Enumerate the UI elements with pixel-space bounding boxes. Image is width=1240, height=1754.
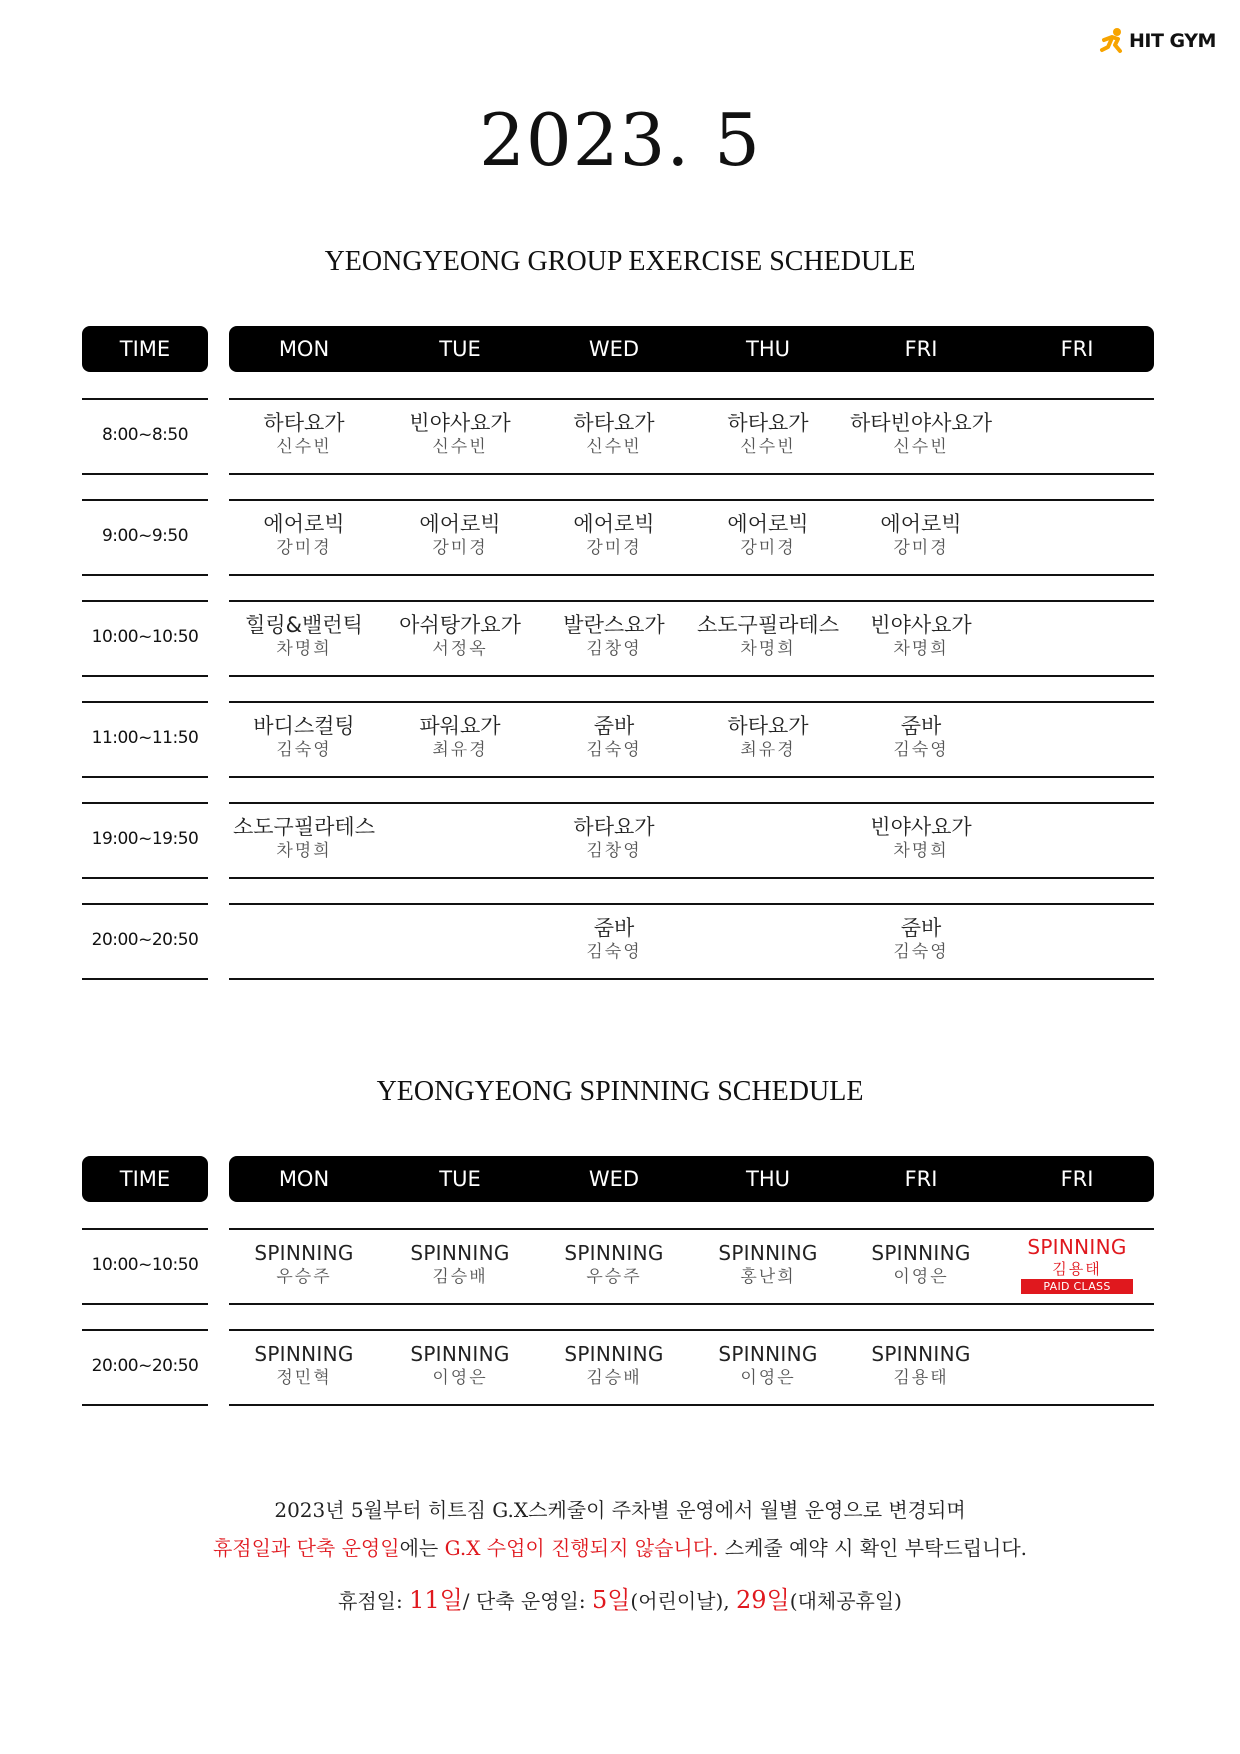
instructor-name: 서정옥 xyxy=(432,639,488,659)
row-divider xyxy=(229,398,1154,400)
header-days-bar xyxy=(229,326,1154,372)
row-divider xyxy=(229,1404,1154,1406)
time-slot: 10:00~10:50 xyxy=(91,626,199,647)
class-cell xyxy=(831,511,1011,559)
class-cell xyxy=(831,1240,1011,1288)
header-days-bar xyxy=(229,1156,1154,1202)
closed-day-label: 휴점일: xyxy=(338,1589,410,1613)
class-cell xyxy=(524,1341,704,1389)
instructor-name: 차명희 xyxy=(276,639,332,659)
class-name: 소도구필라테스 xyxy=(232,815,375,839)
header-time: TIME xyxy=(82,1156,208,1202)
instructor-name: 김숙영 xyxy=(893,942,949,962)
row-divider xyxy=(229,802,1154,804)
class-name: SPINNING xyxy=(564,1342,664,1366)
class-cell xyxy=(214,612,394,660)
time-divider xyxy=(82,877,208,879)
class-name: 하타요가 xyxy=(727,411,809,435)
header-day: TUE xyxy=(439,337,481,361)
instructor-name: 차명희 xyxy=(893,841,949,861)
header-day: FRI xyxy=(904,1167,938,1191)
class-name: 줌바 xyxy=(900,714,942,738)
class-cell xyxy=(524,410,704,458)
class-name: 파워요가 xyxy=(419,714,501,738)
hitgym-logo xyxy=(1098,24,1216,58)
time-divider xyxy=(82,1303,208,1305)
class-name: SPINNING xyxy=(1027,1235,1127,1259)
instructor-name: 김숙영 xyxy=(586,942,642,962)
class-name: SPINNING xyxy=(410,1241,510,1265)
time-divider xyxy=(82,701,208,703)
time-slot: 10:00~10:50 xyxy=(91,1254,199,1275)
time-divider xyxy=(82,903,208,905)
instructor-name: 신수빈 xyxy=(893,437,949,457)
time-divider xyxy=(82,473,208,475)
row-divider xyxy=(229,877,1154,879)
class-name: 바디스컬팅 xyxy=(253,714,355,738)
instructor-name: 강미경 xyxy=(740,538,796,558)
time-slot: 8:00~8:50 xyxy=(101,424,189,445)
time-divider xyxy=(82,499,208,501)
class-name: SPINNING xyxy=(718,1241,818,1265)
instructor-name: 신수빈 xyxy=(432,437,488,457)
class-cell xyxy=(370,1240,550,1288)
instructor-name: 우승주 xyxy=(276,1267,332,1287)
header-day: FRI xyxy=(1060,337,1094,361)
instructor-name: 김숙영 xyxy=(586,740,642,760)
instructor-name: 신수빈 xyxy=(276,437,332,457)
class-cell xyxy=(370,612,550,660)
instructor-name: 홍난희 xyxy=(740,1267,796,1287)
instructor-name: 강미경 xyxy=(276,538,332,558)
row-divider xyxy=(229,499,1154,501)
runner-icon xyxy=(1098,26,1128,56)
short-day-label: / 단축 운영일: xyxy=(462,1589,592,1613)
time-divider xyxy=(82,1228,208,1230)
row-divider xyxy=(229,600,1154,602)
instructor-name: 강미경 xyxy=(586,538,642,558)
instructor-name: 이영은 xyxy=(740,1368,796,1388)
short-day-note-2: (대체공휴일) xyxy=(789,1589,902,1613)
instructor-name: 이영은 xyxy=(893,1267,949,1287)
notice-line-3 xyxy=(0,1580,1240,1615)
class-cell xyxy=(370,410,550,458)
short-day-value-2: 29일 xyxy=(736,1586,790,1614)
row-divider xyxy=(229,1329,1154,1331)
class-name: 빈야사요가 xyxy=(409,411,511,435)
closed-day-value: 11일 xyxy=(409,1586,463,1614)
class-name: 빈야사요가 xyxy=(870,815,972,839)
row-divider xyxy=(229,978,1154,980)
class-name: SPINNING xyxy=(254,1342,354,1366)
instructor-name: 차명희 xyxy=(276,841,332,861)
header-day: FRI xyxy=(1060,1167,1094,1191)
page-title: 2023. 5 xyxy=(479,98,761,182)
row-divider xyxy=(229,1228,1154,1230)
short-day-note-1: (어린이날), xyxy=(630,1589,737,1613)
instructor-name: 김숙영 xyxy=(893,740,949,760)
instructor-name: 최유경 xyxy=(740,740,796,760)
class-name: 줌바 xyxy=(900,916,942,940)
time-slot: 9:00~9:50 xyxy=(101,525,189,546)
class-name: 힐링&밸런틱 xyxy=(245,613,363,637)
class-name: 발란스요가 xyxy=(563,613,665,637)
class-cell xyxy=(831,612,1011,660)
row-divider xyxy=(229,701,1154,703)
class-cell xyxy=(214,1341,394,1389)
time-slot: 19:00~19:50 xyxy=(91,828,199,849)
class-name: 하타요가 xyxy=(727,714,809,738)
class-cell xyxy=(214,410,394,458)
class-name: 줌바 xyxy=(593,714,635,738)
time-divider xyxy=(82,1329,208,1331)
row-divider xyxy=(229,776,1154,778)
instructor-name: 김숙영 xyxy=(276,740,332,760)
instructor-name: 강미경 xyxy=(893,538,949,558)
time-slot: 20:00~20:50 xyxy=(91,1355,199,1376)
class-name: 에어로빅 xyxy=(880,512,962,536)
notice-line-2 xyxy=(0,1532,1240,1561)
instructor-name: 김창영 xyxy=(586,841,642,861)
header-day: MON xyxy=(278,337,330,361)
class-name: 빈야사요가 xyxy=(870,613,972,637)
class-cell xyxy=(370,511,550,559)
class-name: 줌바 xyxy=(593,916,635,940)
notice-text: 에는 xyxy=(399,1536,445,1560)
header-day: MON xyxy=(278,1167,330,1191)
class-name: 하타빈야사요가 xyxy=(849,411,992,435)
notice-line-1: 2023년 5월부터 히트짐 G.X스케줄이 주차별 운영에서 월별 운영으로 변경되며 xyxy=(274,1498,966,1522)
class-cell xyxy=(370,1341,550,1389)
class-name: 에어로빅 xyxy=(263,512,345,536)
class-cell xyxy=(214,511,394,559)
instructor-name: 김용태 xyxy=(1052,1260,1102,1278)
instructor-name: 김용태 xyxy=(893,1368,949,1388)
instructor-name: 김승배 xyxy=(586,1368,642,1388)
header-day: THU xyxy=(746,337,790,361)
class-cell xyxy=(524,511,704,559)
row-divider xyxy=(229,1303,1154,1305)
logo-text: HIT GYM xyxy=(1129,30,1216,52)
header-day: THU xyxy=(746,1167,790,1191)
class-name: SPINNING xyxy=(254,1241,354,1265)
time-divider xyxy=(82,600,208,602)
class-cell xyxy=(214,814,394,862)
class-cell xyxy=(831,915,1011,963)
class-cell xyxy=(524,612,704,660)
instructor-name: 강미경 xyxy=(432,538,488,558)
class-name: 소도구필라테스 xyxy=(696,613,839,637)
row-divider xyxy=(229,473,1154,475)
instructor-name: 김창영 xyxy=(586,639,642,659)
class-cell xyxy=(214,1240,394,1288)
class-cell xyxy=(370,713,550,761)
class-cell xyxy=(524,814,704,862)
instructor-name: 최유경 xyxy=(432,740,488,760)
time-divider xyxy=(82,1404,208,1406)
instructor-name: 우승주 xyxy=(586,1267,642,1287)
header-day: TUE xyxy=(439,1167,481,1191)
class-name: SPINNING xyxy=(871,1342,971,1366)
instructor-name: 차명희 xyxy=(740,639,796,659)
class-name: SPINNING xyxy=(410,1342,510,1366)
spinning-schedule-title: YEONGYEONG SPINNING SCHEDULE xyxy=(376,1076,864,1107)
instructor-name: 김승배 xyxy=(432,1267,488,1287)
class-cell xyxy=(524,1240,704,1288)
notice-red-text-2: G.X 수업이 진행되지 않습니다. xyxy=(444,1536,719,1560)
class-name: 하타요가 xyxy=(573,815,655,839)
class-cell xyxy=(831,713,1011,761)
class-cell xyxy=(524,713,704,761)
time-divider xyxy=(82,398,208,400)
class-name: 에어로빅 xyxy=(573,512,655,536)
paid-class-badge: PAID CLASS xyxy=(1021,1279,1133,1294)
time-slot: 20:00~20:50 xyxy=(91,929,199,950)
class-name: SPINNING xyxy=(718,1342,818,1366)
time-slot: 11:00~11:50 xyxy=(91,727,199,748)
instructor-name: 차명희 xyxy=(893,639,949,659)
class-name: 에어로빅 xyxy=(419,512,501,536)
time-divider xyxy=(82,978,208,980)
short-day-value-1: 5일 xyxy=(591,1586,631,1614)
class-name: SPINNING xyxy=(871,1241,971,1265)
row-divider xyxy=(229,903,1154,905)
row-divider xyxy=(229,574,1154,576)
class-name: 하타요가 xyxy=(263,411,345,435)
class-cell xyxy=(214,713,394,761)
class-name: 아쉬탕가요가 xyxy=(399,613,521,637)
header-day: FRI xyxy=(904,337,938,361)
time-divider xyxy=(82,802,208,804)
time-divider xyxy=(82,776,208,778)
header-time: TIME xyxy=(82,326,208,372)
class-cell xyxy=(831,814,1011,862)
class-cell xyxy=(524,915,704,963)
notice-text: 스케줄 예약 시 확인 부탁드립니다. xyxy=(718,1536,1028,1560)
instructor-name: 신수빈 xyxy=(586,437,642,457)
class-name: 에어로빅 xyxy=(727,512,809,536)
instructor-name: 정민혁 xyxy=(276,1368,332,1388)
instructor-name: 이영은 xyxy=(432,1368,488,1388)
class-cell xyxy=(831,410,1011,458)
time-divider xyxy=(82,675,208,677)
gx-schedule-title: YEONGYEONG GROUP EXERCISE SCHEDULE xyxy=(324,246,916,277)
class-name: 하타요가 xyxy=(573,411,655,435)
class-cell xyxy=(831,1341,1011,1389)
paid-class-cell xyxy=(987,1234,1167,1294)
notice-red-text-1: 휴점일과 단축 운영일 xyxy=(212,1536,400,1560)
class-name: SPINNING xyxy=(564,1241,664,1265)
header-day: WED xyxy=(588,1167,640,1191)
instructor-name: 신수빈 xyxy=(740,437,796,457)
time-divider xyxy=(82,574,208,576)
header-day: WED xyxy=(588,337,640,361)
row-divider xyxy=(229,675,1154,677)
